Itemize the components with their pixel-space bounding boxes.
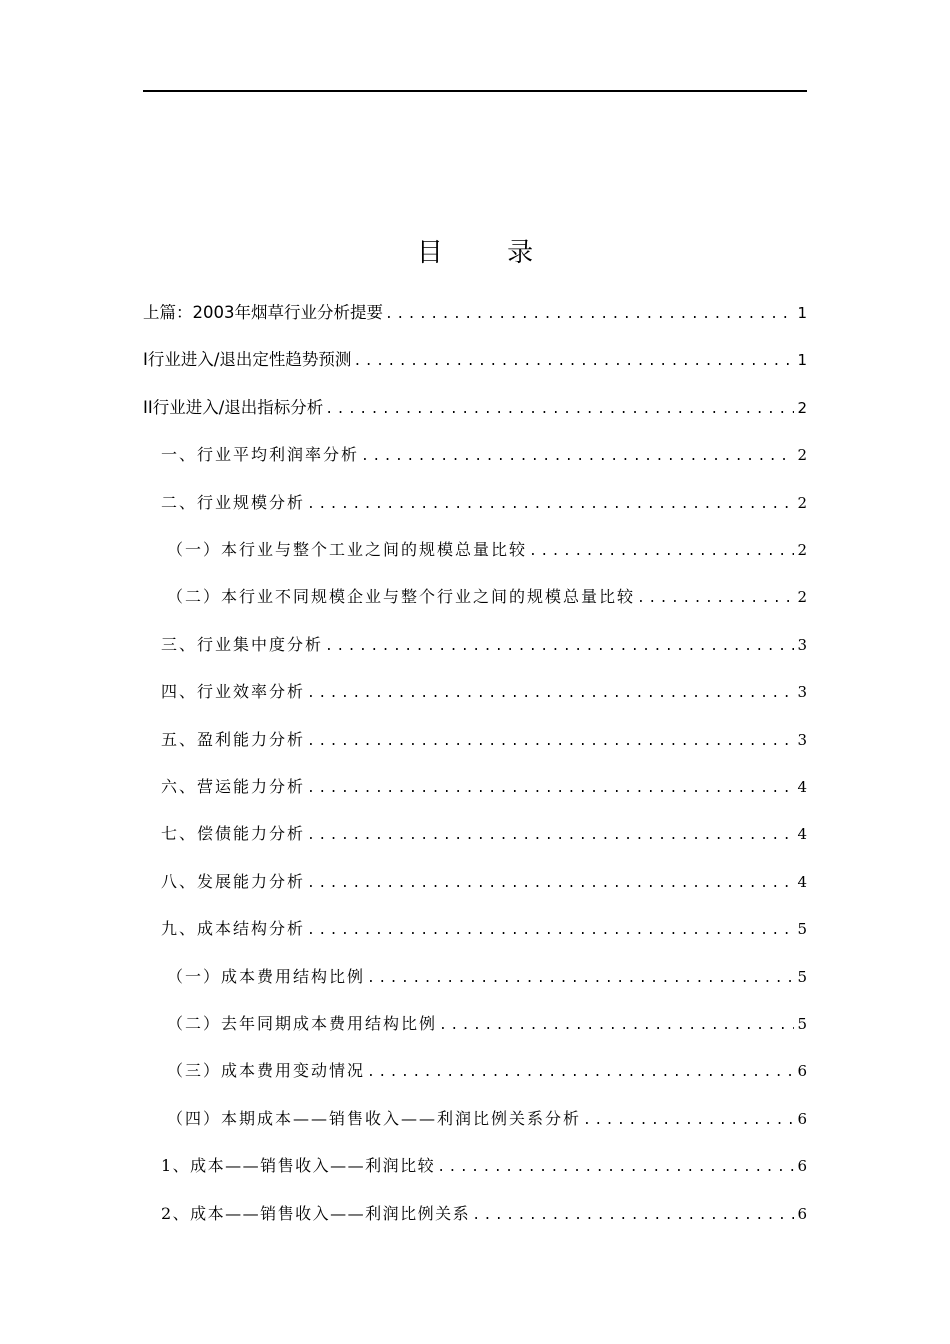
- toc-page-number: 5: [797, 1015, 807, 1033]
- toc-entry-text: 五、盈利能力分析: [161, 729, 306, 749]
- toc-entry[interactable]: [143, 395, 807, 421]
- toc-dot-leader: [325, 397, 794, 423]
- toc-page-number: 6: [797, 1204, 807, 1223]
- toc-entry[interactable]: [143, 774, 807, 800]
- toc-entry-text: 四、行业效率分析: [161, 682, 306, 702]
- toc-entry-text: （二）本行业不同规模企业与整个行业之间的规模总量比较: [167, 587, 636, 607]
- toc-page-number: 1: [797, 351, 807, 370]
- toc-dot-leader: [367, 966, 794, 992]
- toc-entry-text: （四）本期成本——销售收入——利润比例关系分析: [167, 1108, 582, 1128]
- toc-dot-leader: [385, 302, 794, 328]
- toc-dot-leader: [583, 1108, 794, 1134]
- toc-entry[interactable]: [143, 347, 807, 373]
- toc-entry[interactable]: [143, 869, 807, 895]
- toc-page-number: 3: [797, 635, 807, 654]
- toc-entry-text: 九、成本结构分析: [161, 919, 306, 939]
- toc-dot-leader: [307, 492, 794, 518]
- toc-dot-leader: [307, 918, 794, 944]
- toc-dot-leader: [307, 729, 794, 755]
- toc-dot-leader: [307, 776, 794, 802]
- toc-dot-leader: [367, 1060, 794, 1086]
- toc-page-number: 5: [797, 967, 807, 986]
- toc-page-number: 2: [797, 446, 807, 465]
- toc-entry[interactable]: [143, 916, 807, 942]
- toc-dot-leader: [307, 681, 794, 707]
- toc-page-number: 1: [797, 304, 807, 322]
- toc-dot-leader: [353, 349, 794, 375]
- toc-entry-text: II行业进入/退出指标分析: [143, 397, 324, 417]
- toc-page-number: 6: [797, 1109, 807, 1128]
- toc-entry[interactable]: [143, 1201, 807, 1227]
- toc-entry[interactable]: [143, 584, 807, 610]
- toc-dot-leader: [307, 823, 794, 849]
- toc-entry[interactable]: [143, 1153, 807, 1179]
- toc-page-number: 2: [797, 398, 807, 417]
- toc-entry-text: （一）本行业与整个工业之间的规模总量比较: [167, 540, 528, 559]
- toc-page-number: 2: [797, 493, 807, 512]
- toc-entry-text: （三）成本费用变动情况: [167, 1061, 366, 1081]
- toc-entry[interactable]: [143, 300, 807, 326]
- toc-entry-text: 七、偿债能力分析: [161, 824, 306, 844]
- toc-page-number: 3: [797, 730, 807, 749]
- toc-page-number: 5: [797, 920, 807, 939]
- toc-entry-text: 1、成本——销售收入——利润比较: [161, 1156, 436, 1176]
- toc-entry[interactable]: [143, 727, 807, 753]
- toc-entry-text: 上篇：2003年烟草行业分析提要: [143, 303, 383, 322]
- toc-entry[interactable]: [143, 1106, 807, 1132]
- toc-entry[interactable]: [143, 490, 807, 516]
- toc-dot-leader: [472, 1203, 794, 1229]
- toc-entry-text: 八、发展能力分析: [161, 871, 306, 891]
- header-rule: [143, 90, 807, 92]
- toc-entry[interactable]: [143, 442, 807, 468]
- toc-entry-text: I行业进入/退出定性趋势预测: [143, 350, 352, 370]
- toc-page-number: 6: [797, 1062, 807, 1081]
- toc-dot-leader: [361, 444, 794, 470]
- toc-dot-leader: [439, 1013, 794, 1039]
- toc-entry-text: （一）成本费用结构比例: [167, 966, 366, 986]
- toc-entry-text: 三、行业集中度分析: [161, 634, 324, 654]
- toc-page-number: 3: [797, 683, 807, 702]
- toc-entry[interactable]: [143, 964, 807, 990]
- toc-dot-leader: [529, 539, 794, 565]
- toc-entry[interactable]: [143, 821, 807, 847]
- toc-title: 目 录: [416, 238, 562, 268]
- toc-entry[interactable]: [143, 1058, 807, 1084]
- toc-entry[interactable]: [143, 1011, 807, 1037]
- toc-page-number: 4: [797, 825, 807, 844]
- toc-entry[interactable]: [143, 632, 807, 658]
- toc-entry-text: 2、成本——销售收入——利润比例关系: [161, 1203, 471, 1223]
- toc-dot-leader: [437, 1155, 794, 1181]
- toc-entry-text: 六、营运能力分析: [161, 777, 306, 796]
- toc-dot-leader: [325, 634, 794, 660]
- toc-dot-leader: [307, 871, 794, 897]
- toc-entry-text: 一、行业平均利润率分析: [161, 445, 360, 465]
- toc-entry-text: 二、行业规模分析: [161, 492, 306, 512]
- toc-dot-leader: [637, 586, 794, 612]
- toc-entry-text: （二）去年同期成本费用结构比例: [167, 1014, 438, 1033]
- toc-page-number: 2: [797, 588, 807, 607]
- toc-entry[interactable]: [143, 537, 807, 563]
- toc-entry[interactable]: [143, 679, 807, 705]
- toc-page-number: 4: [797, 778, 807, 796]
- toc-page-number: 6: [797, 1157, 807, 1176]
- toc-page-number: 4: [797, 872, 807, 891]
- toc-page-number: 2: [797, 541, 807, 559]
